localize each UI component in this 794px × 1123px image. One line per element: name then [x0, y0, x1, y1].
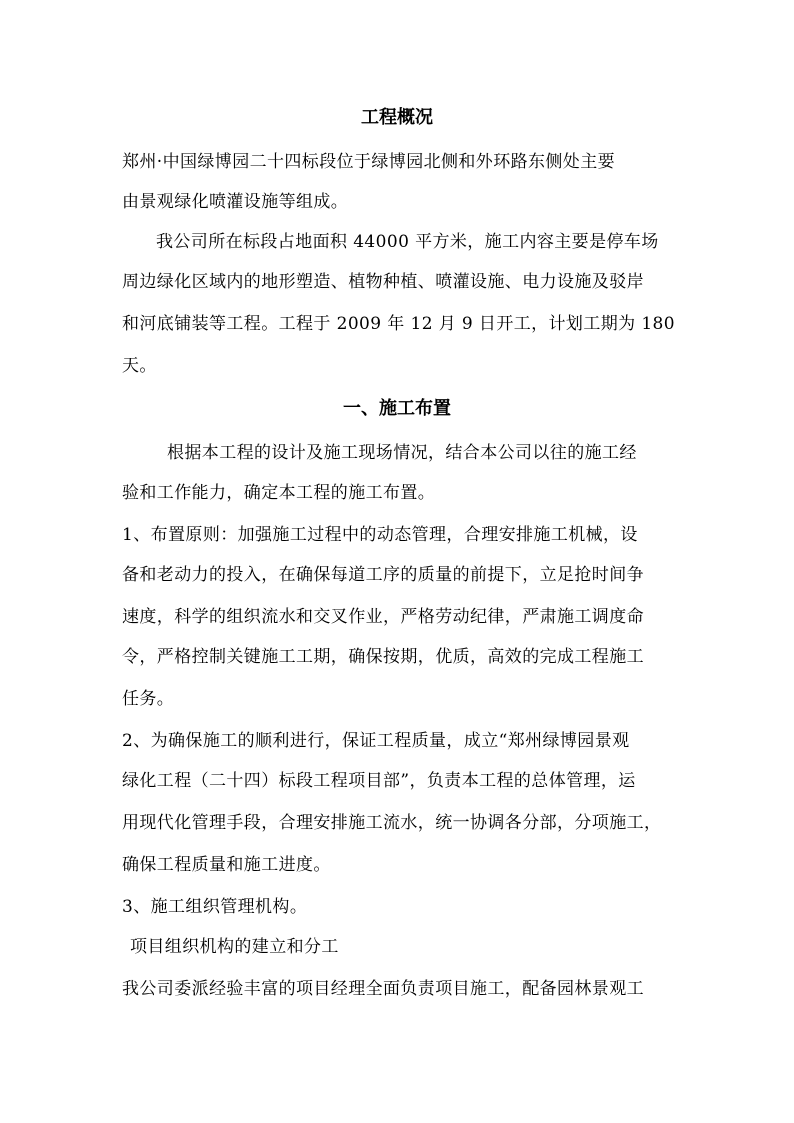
para1-line-4: 天。: [122, 356, 157, 376]
section1-intro-line-1: 根据本工程的设计及施工现场情况，结合本公司以往的施工经: [167, 443, 637, 463]
item3-line-1: 3、施工组织管理机构。: [122, 897, 308, 917]
item1-line-5: 任务。: [122, 689, 175, 709]
item3-line-3: 我公司委派经验丰富的项目经理全面负责项目施工，配备园林景观工: [122, 979, 644, 999]
item1-line-2: 备和老动力的投入，在确保每道工序的质量的前提下，立足抢时间争: [122, 565, 644, 585]
document-title: 工程概况: [361, 107, 433, 128]
item2-line-4: 确保工程质量和施工进度。: [122, 855, 331, 875]
section1-intro-line-2: 验和工作能力，确定本工程的施工布置。: [122, 483, 436, 503]
item1-line-4: 令，严格控制关键施工工期，确保按期，优质，高效的完成工程施工: [122, 647, 644, 667]
intro-line-1: 郑州·中国绿博园二十四标段位于绿博园北侧和外环路东侧处主要: [122, 152, 616, 172]
item3-subheading: 项目组织机构的建立和分工: [130, 937, 339, 957]
item2-line-1: 2、为确保施工的顺利进行，保证工程质量，成立“郑州绿博园景观: [122, 731, 630, 751]
section1-heading: 一、施工布置: [343, 398, 451, 419]
para1-line-2: 周边绿化区域内的地形塑造、植物种植、喷灌设施、电力设施及驳岸: [122, 272, 644, 292]
item1-line-1: 1、布置原则：加强施工过程中的动态管理，合理安排施工机械，设: [122, 525, 638, 545]
para1-line-1: 我公司所在标段占地面积 44000 平方米，施工内容主要是停车场: [156, 232, 659, 252]
item2-line-3: 用现代化管理手段，合理安排施工流水，统一协调各分部，分项施工，: [122, 813, 662, 833]
para1-line-3: 和河底铺装等工程。工程于 2009 年 12 月 9 日开工，计划工期为 180: [122, 314, 675, 334]
item2-line-2: 绿化工程（二十四）标段工程项目部”，负责本工程的总体管理，运: [122, 771, 636, 791]
intro-line-2: 由景观绿化喷灌设施等组成。: [122, 192, 349, 212]
item1-line-3: 速度，科学的组织流水和交叉作业，严格劳动纪律，严肃施工调度命: [122, 607, 644, 627]
